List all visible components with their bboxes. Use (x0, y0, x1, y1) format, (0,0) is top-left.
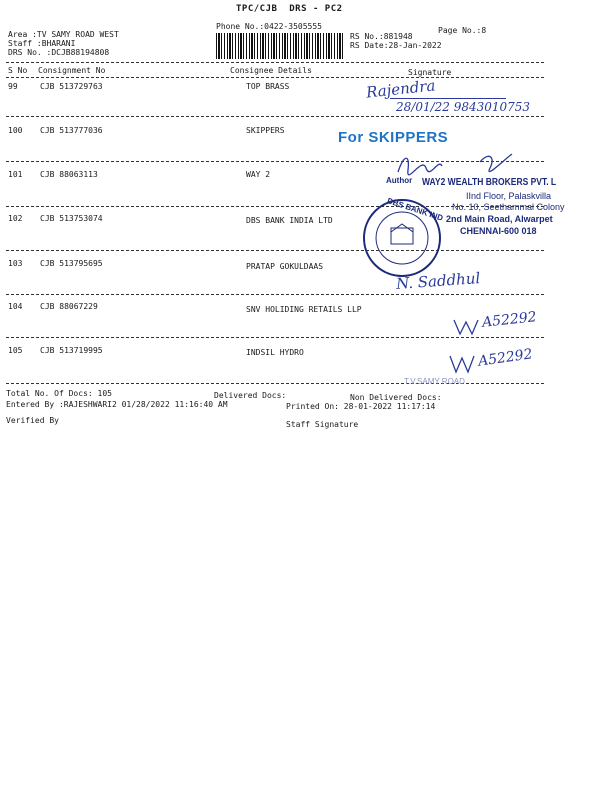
column-header-signature: Signature (408, 68, 452, 77)
way2-stamp-line3: 2nd Main Road, Alwarpet (446, 214, 553, 224)
row-divider (6, 250, 544, 251)
row-consignment: CJB 513729763 (40, 82, 103, 91)
way2-stamp-company: WAY2 WEALTH BROKERS PVT. L (422, 177, 557, 188)
row-sno: 99 (8, 82, 18, 91)
handwritten-date-phone: 28/01/22 9843010753 (396, 100, 531, 114)
handwritten-row104-code: A52292 (481, 309, 538, 331)
row-sno: 102 (8, 214, 23, 223)
way2-stamp-line4: CHENNAI-600 018 (460, 226, 537, 236)
row-divider (6, 294, 544, 295)
row-consignee: SNV HOLIDING RETAILS LLP (246, 305, 362, 314)
row-sno: 100 (8, 126, 23, 135)
column-header-consignment: Consignment No (38, 66, 106, 75)
non-delivered-docs: Non Delivered Docs: (350, 393, 442, 402)
row-consignee: PRATAP GOKULDAAS (246, 262, 324, 271)
handwritten-row103-signature: N. Saddhul (395, 269, 481, 293)
drs-number: DRS No. :DCJB88194808 (8, 48, 110, 57)
row-consignee: INDSIL HYDRO (246, 348, 304, 357)
delivered-docs: Delivered Docs: (214, 391, 287, 400)
column-header-divider (6, 77, 544, 78)
way2-stamp-line2: No. 10, Seethammal Colony (452, 202, 565, 212)
row-divider (6, 116, 544, 117)
page-number: Page No.:8 (438, 26, 487, 35)
column-header-consignee: Consignee Details (230, 66, 312, 75)
row104-initial-scribble (452, 316, 482, 338)
column-header-sno: S No (8, 66, 28, 75)
barcode-graphic (216, 33, 344, 59)
rs-date: RS Date:28-Jan-2022 (350, 41, 442, 50)
way2-stamp-line1: IInd Floor, Palaskvilla (466, 191, 552, 201)
total-docs: Total No. Of Docs: 105 (6, 389, 112, 398)
staff-label: Staff :BHARANI (8, 39, 76, 48)
row-consignment: CJB 513795695 (40, 259, 103, 268)
header-divider (6, 62, 544, 63)
verified-by: Verified By (6, 416, 59, 425)
row-sno: 103 (8, 259, 23, 268)
row-consignee: DBS BANK INDIA LTD (246, 216, 333, 225)
handwritten-row105-code: A52292 (477, 346, 534, 370)
tvsamy-faded-stamp: T.V.SAMY ROAD (404, 377, 465, 386)
rs-number: RS No.:881948 (350, 32, 413, 41)
row-consignment: CJB 513753074 (40, 214, 103, 223)
document-title: TPC/CJB DRS - PC2 (236, 4, 343, 14)
row-sno: 105 (8, 346, 23, 355)
way2-stamp-author-partial: Author (386, 176, 413, 185)
row-consignee: WAY 2 (246, 170, 271, 179)
row-consignment: CJB 88067229 (40, 302, 98, 311)
row-consignment: CJB 513719995 (40, 346, 103, 355)
handwritten-receiver-name: Rajendra (365, 76, 437, 102)
handwritten-underline (390, 98, 506, 99)
entered-by: Entered By :RAJESHWARI2 01/28/2022 11:16:40 AM (6, 400, 228, 409)
row-consignment: CJB 88063113 (40, 170, 98, 179)
row-sno: 101 (8, 170, 23, 179)
printed-on: Printed On: 28-01-2022 11:17:14 (286, 402, 436, 411)
area-label: Area :TV SAMY ROAD WEST (8, 30, 119, 39)
staff-signature: Staff Signature (286, 420, 359, 429)
dbs-seal-text: DBS BANK IND (386, 196, 445, 223)
row105-initial-scribble (448, 352, 478, 376)
row-consignee: SKIPPERS (246, 126, 285, 135)
row-consignment: CJB 513777036 (40, 126, 103, 135)
skippers-stamp: For SKIPPERS (338, 129, 449, 146)
row-sno: 104 (8, 302, 23, 311)
phone-number: Phone No.:0422-3505555 (216, 22, 322, 31)
row-consignee: TOP BRASS (246, 82, 290, 91)
